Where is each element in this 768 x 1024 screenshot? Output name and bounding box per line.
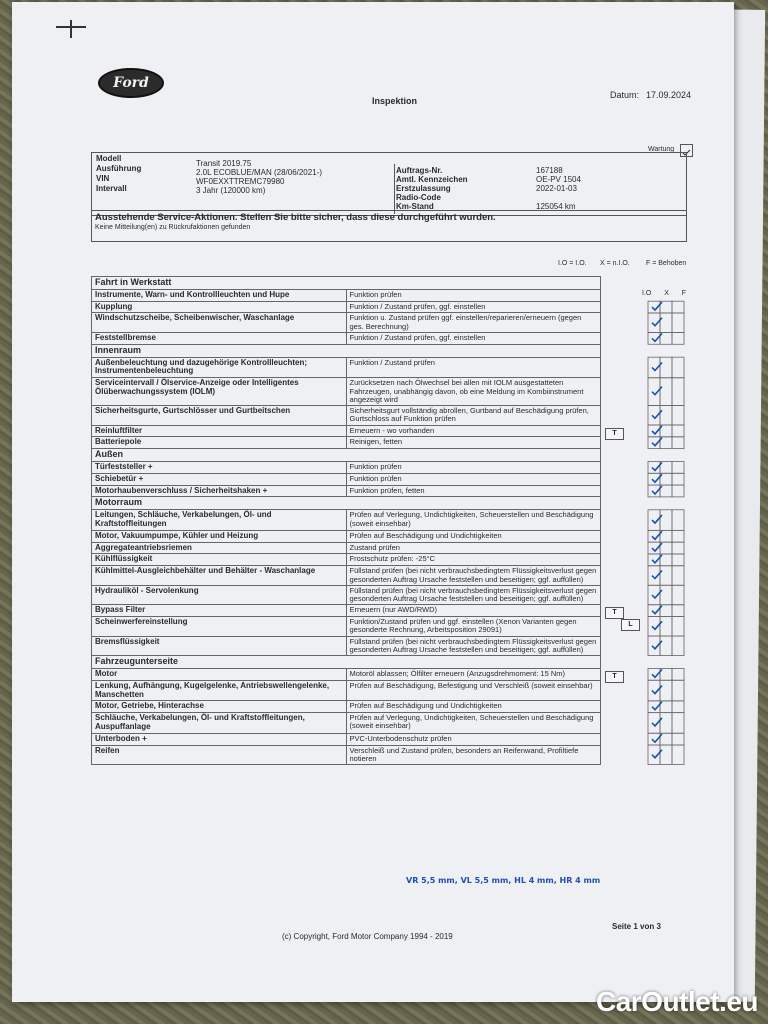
item-action-text: Funktion / Zustand prüfen, ggf. einstellen — [349, 301, 486, 311]
check-cell — [660, 745, 672, 765]
table-row — [92, 554, 601, 566]
item-action — [346, 425, 617, 437]
item-label: Serviceintervall / Ölservice-Anzeige oder Intelligentes Ölüberwachungssystem (IOLM) — [92, 378, 347, 406]
check-cell — [660, 617, 672, 637]
inspection-rows — [92, 277, 633, 765]
check-cell — [672, 701, 684, 713]
check-cell — [672, 425, 684, 437]
check-cell — [660, 357, 672, 378]
check-grid — [638, 298, 698, 890]
handwritten-check-icon — [652, 590, 662, 598]
check-cell — [672, 668, 684, 680]
task-badge: T — [605, 428, 624, 440]
section-row — [92, 656, 601, 669]
label-intervall: Intervall — [96, 184, 127, 193]
item-label: Reinluftfilter — [92, 425, 347, 437]
value-modell: Transit 2019.75 — [196, 159, 252, 168]
service-notice-text: Keine Mitteilung(en) zu Rückrufaktionen gefunden — [95, 224, 251, 231]
item-action — [346, 636, 601, 656]
table-row — [92, 617, 601, 637]
table-row — [92, 680, 601, 701]
label-vin: VIN — [96, 174, 110, 183]
item-action — [346, 605, 617, 617]
item-label: Sicherheitsgurte, Gurtschlösser und Gurtbeitschen — [92, 406, 347, 426]
vehicle-labels-left — [96, 154, 141, 194]
item-action — [346, 437, 601, 449]
table-row — [92, 566, 601, 586]
item-action-text: Zustand prüfen — [349, 542, 400, 552]
check-cell — [672, 530, 684, 542]
item-action — [346, 510, 601, 531]
item-action — [346, 485, 601, 497]
item-action — [346, 301, 601, 313]
table-row — [92, 313, 601, 333]
date-value: 17.09.2024 — [646, 90, 692, 100]
table-row — [92, 357, 601, 378]
vehicle-values-left — [196, 159, 322, 195]
check-cell — [672, 745, 684, 765]
item-action-text: Funktion prüfen — [349, 462, 402, 471]
table-row — [92, 510, 601, 531]
check-cell — [672, 605, 684, 617]
handwritten-check-icon — [652, 486, 662, 494]
check-cell — [672, 332, 684, 344]
section-title: Innenraum — [92, 344, 601, 357]
table-row — [92, 473, 601, 485]
service-notice-title: Ausstehende Service-Aktionen. Stellen Sie bitte sicher, dass diese durchgeführt wurden. — [95, 212, 496, 223]
check-columns-header — [642, 290, 686, 297]
value-intervall: 3 Jahr (120000 km) — [196, 186, 266, 195]
copyright: (c) Copyright, Ford Motor Company 1994 - 2019 — [282, 932, 453, 941]
handwritten-check-icon — [652, 515, 662, 523]
table-row — [92, 289, 601, 301]
handwritten-check-icon — [652, 543, 662, 551]
table-row — [92, 485, 601, 497]
legend-x: X = n.I.O. — [600, 260, 630, 267]
table-row — [92, 701, 601, 713]
item-action — [346, 378, 601, 406]
table-row — [92, 585, 601, 605]
check-cell — [660, 680, 672, 701]
check-cell — [672, 554, 684, 566]
item-label: Motor — [92, 668, 347, 680]
label-ausfuehrung: Ausführung — [96, 164, 142, 173]
handwritten-check-icon — [652, 438, 662, 446]
handwritten-check-icon — [652, 702, 662, 710]
item-label: Aggregateantriebsriemen — [92, 542, 347, 554]
wartung-label: Wartung — [648, 146, 675, 153]
item-action-text: Füllstand prüfen (bei nicht verbrauchsbedingtem Flüssigkeitsverlust gegen gesonderten Auftrag Ursache feststellen und beseitigen; ggf. auffüllen) — [349, 566, 597, 584]
item-action-text: Funktion / Zustand prüfen — [349, 357, 435, 367]
label-kennzeichen: Amtl. Kennzeichen — [396, 175, 468, 184]
item-action-text: Prüfen auf Beschädigung und Undichtigkeiten — [349, 701, 502, 711]
item-action-text: Motoröl ablassen; Ölfilter erneuern (Anzugsdrehmoment: 15 Nm) — [349, 668, 566, 678]
handwritten-check-icon — [652, 606, 662, 614]
handwritten-check-icon — [652, 333, 662, 341]
item-action — [346, 680, 601, 701]
handwritten-check-icon — [652, 462, 662, 470]
item-action-text: Funktion u. Zustand prüfen ggf. einstellen/reparieren/erneuern (gegen ges. Berechnung) — [349, 313, 582, 331]
item-action-text: Funktion prüfen — [349, 473, 402, 483]
item-label: Leitungen, Schläuche, Verkabelungen, Öl- und Kraftstoffleitungen — [92, 510, 347, 531]
check-cell — [672, 485, 684, 497]
item-action-text: Reinigen, fetten — [349, 437, 403, 447]
handwritten-check-icon — [652, 426, 662, 434]
item-label: Kühlmittel-Ausgleichbehälter und Behälter - Waschanlage — [92, 566, 347, 586]
task-badge: L — [621, 619, 640, 631]
item-action — [346, 617, 633, 637]
label-radio-code: Radio-Code — [396, 193, 441, 202]
handwritten-check-icon — [652, 641, 662, 649]
pin-mark-stem — [70, 20, 72, 38]
date-label: Datum: — [610, 90, 640, 100]
item-action — [346, 406, 601, 426]
section-row — [92, 449, 601, 462]
item-label: Schläuche, Verkabelungen, Öl- und Kraftstoffleitungen, Auspuffanlage — [92, 713, 347, 734]
table-row — [92, 406, 601, 426]
item-action-text: Prüfen auf Beschädigung und Undichtigkeiten — [349, 530, 502, 540]
item-action — [346, 701, 601, 713]
handwritten-check-icon — [652, 531, 662, 539]
legend-f: F = Behoben — [646, 260, 687, 267]
item-label: Instrumente, Warn- und Kontrollleuchten und Hupe — [92, 289, 347, 301]
handwritten-check-icon — [652, 621, 662, 629]
check-cell — [672, 437, 684, 449]
col-io: I.O — [642, 290, 652, 297]
item-label: Feststellbremse — [92, 332, 347, 344]
item-label: Lenkung, Aufhängung, Kugelgelenke, Antriebswellengelenke, Manschetten — [92, 680, 347, 701]
item-action-text: Funktion prüfen — [349, 289, 402, 299]
item-action-text: PVC-Unterbodenschutz prüfen — [349, 733, 452, 743]
item-action-text: Prüfen auf Verlegung, Undichtigkeiten, Scheuerstellen und Beschädigung (soweit einsehbar) — [349, 713, 594, 731]
item-action-text: Frostschutz prüfen: -25°C — [349, 554, 436, 564]
item-action — [346, 733, 601, 745]
watermark-logo: CarOutlet.eu — [595, 986, 758, 1017]
item-action — [346, 566, 601, 586]
check-cell — [672, 406, 684, 426]
item-label: Bypass Filter — [92, 605, 347, 617]
section-title: Fahrzeugunterseite — [92, 656, 601, 669]
check-cell — [660, 510, 672, 531]
table-row — [92, 437, 601, 449]
tyre-depths — [406, 876, 600, 885]
item-action — [346, 668, 617, 680]
check-cell — [672, 542, 684, 554]
item-label: Windschutzscheibe, Scheibenwischer, Waschanlage — [92, 313, 347, 333]
item-label: Motor, Vakuumpumpe, Kühler und Heizung — [92, 530, 347, 542]
check-cell — [672, 617, 684, 637]
item-action-text: Füllstand prüfen (bei nicht verbrauchsbedingtem Flüssigkeitsverlust gegen gesonderten Auftrag Ursache feststellen und beseitigen; ggf. auffüllen) — [349, 585, 597, 604]
section-row — [92, 277, 601, 290]
vehicle-divider — [394, 164, 395, 214]
check-cell — [672, 713, 684, 734]
item-action — [346, 713, 601, 734]
check-cell — [672, 357, 684, 378]
check-cell — [660, 313, 672, 333]
item-action-text: Funktion prüfen, fetten — [349, 485, 425, 495]
item-label: Außenbeleuchtung und dazugehörige Kontrollleuchten; Instrumentenbeleuchtung — [92, 357, 347, 378]
handwritten-check-icon — [652, 410, 662, 418]
label-auftrag: Auftrags-Nr. — [396, 166, 443, 175]
item-action — [346, 585, 601, 605]
service-notice-box — [91, 210, 687, 242]
vehicle-labels-right — [396, 166, 468, 211]
ford-logo: Ford — [98, 68, 164, 98]
value-vin: WF0EXXTTREMC79980 — [196, 177, 285, 186]
inspection-table — [91, 276, 633, 765]
item-action-text: Erneuern - wo vorhanden — [349, 425, 435, 435]
check-cell — [660, 566, 672, 586]
value-kennzeichen: OE-PV 1504 — [536, 175, 581, 184]
table-row — [92, 425, 601, 437]
item-label: Motor, Getriebe, Hinterachse — [92, 701, 347, 713]
handwritten-check-icon — [652, 474, 662, 482]
check-cell — [672, 473, 684, 485]
check-cell — [672, 585, 684, 605]
item-action-text: Sicherheitsgurt vollständig abrollen, Gurtband auf Beschädigung prüfen, Gurtschloss auf Funktion prüfen — [349, 406, 589, 424]
section-row — [92, 497, 601, 510]
section-title: Außen — [92, 449, 601, 462]
item-action — [346, 462, 601, 474]
table-row — [92, 301, 601, 313]
handwritten-check-icon — [652, 734, 662, 742]
page-number: Seite 1 von 3 — [612, 922, 661, 931]
item-action — [346, 473, 601, 485]
col-x: X — [664, 290, 669, 297]
item-action — [346, 554, 601, 566]
check-cell — [672, 566, 684, 586]
check-cell — [672, 680, 684, 701]
value-km-stand: 125054 km — [536, 202, 576, 211]
check-cell — [660, 713, 672, 734]
item-label: Türfeststeller + — [92, 462, 347, 474]
check-cell — [660, 636, 672, 656]
check-cell — [672, 301, 684, 313]
check-cell — [672, 462, 684, 474]
table-row — [92, 605, 601, 617]
handwritten-check-icon — [652, 750, 662, 758]
item-label: Kühlflüssigkeit — [92, 554, 347, 566]
section-title: Motorraum — [92, 497, 601, 510]
legend-ok: I.O = I.O. — [558, 260, 587, 267]
item-label: Bremsflüssigkeit — [92, 636, 347, 656]
label-modell: Modell — [96, 154, 122, 163]
item-action-text: Prüfen auf Beschädigung, Befestigung und Verschleiß (soweit einsehbar) — [349, 680, 593, 690]
handwritten-check-icon — [652, 555, 662, 563]
check-cell — [672, 510, 684, 531]
item-label: Schiebetür + — [92, 473, 347, 485]
table-row — [92, 530, 601, 542]
task-badge: T — [605, 671, 624, 683]
item-label: Hydrauliköl - Servolenkung — [92, 585, 347, 605]
table-row — [92, 733, 601, 745]
task-badge: T — [605, 607, 624, 619]
vehicle-values-right — [536, 166, 581, 211]
check-cell — [660, 585, 672, 605]
item-action — [346, 313, 601, 333]
table-row — [92, 636, 601, 656]
item-action — [346, 289, 601, 301]
item-action — [346, 530, 601, 542]
value-radio-code — [536, 193, 581, 202]
item-label: Batteriepole — [92, 437, 347, 449]
label-erstzulassung: Erstzulassung — [396, 184, 451, 193]
table-row — [92, 668, 601, 680]
value-auftrag: 167188 — [536, 166, 563, 175]
label-km-stand: Km-Stand — [396, 202, 434, 211]
handwritten-check-icon — [652, 686, 662, 694]
table-row — [92, 378, 601, 406]
check-cell — [672, 378, 684, 406]
item-action — [346, 542, 601, 554]
handwritten-check-icon — [652, 669, 662, 677]
item-label: Kupplung — [92, 301, 347, 313]
item-action-text: Prüfen auf Verlegung, Undichtigkeiten, Scheuerstellen und Beschädigung (soweit einsehbar) — [349, 510, 594, 528]
value-ausfuehrung: 2.0L ECOBLUE/MAN (28/06/2021-) — [196, 168, 322, 177]
table-row — [92, 542, 601, 554]
handwritten-check-icon — [652, 718, 662, 726]
handwritten-check-icon — [652, 387, 662, 395]
check-cell — [660, 406, 672, 426]
value-erstzulassung: 2022-01-03 — [536, 184, 577, 193]
item-label: Motorhaubenverschluss / Sicherheitshaken + — [92, 485, 347, 497]
item-action-text: Funktion / Zustand prüfen, ggf. einstellen — [349, 332, 486, 342]
tyre-depths-text: VR 5,5 mm, VL 5,5 mm, HL 4 mm, HR 4 mm — [406, 876, 601, 885]
check-cell — [660, 378, 672, 406]
check-cell — [672, 733, 684, 745]
table-row — [92, 332, 601, 344]
section-title: Fahrt in Werkstatt — [92, 277, 601, 290]
item-action-text: Zurücksetzen nach Ölwechsel bei allen mit IOLM ausgestatteten Fahrzeugen, unabhängig davon, ob eine Meldung im Kombiinstrument angezeigt wird — [349, 378, 584, 404]
item-label: Scheinwerfereinstellung — [92, 617, 347, 637]
item-action-text: Füllstand prüfen (bei nicht verbrauchsbedingtem Flüssigkeitsverlust gegen gesonderten Auftrag Ursache feststellen und beseitigen; ggf. auffüllen) — [349, 636, 597, 654]
item-label: Unterboden + — [92, 733, 347, 745]
handwritten-check-icon — [652, 302, 662, 310]
item-action-text: Erneuern (nur AWD/RWD) — [349, 605, 438, 615]
item-action-text: Funktion/Zustand prüfen und ggf. einstellen (Xenon Varianten gegen gesonderte Rechnung, Arbeitsposition 29091) — [349, 617, 577, 635]
item-action — [346, 745, 601, 765]
col-f: F — [681, 290, 686, 297]
handwritten-check-icon — [652, 318, 662, 326]
section-row — [92, 344, 601, 357]
table-row — [92, 745, 601, 765]
vehicle-info-box — [91, 152, 687, 216]
check-cell — [672, 636, 684, 656]
item-action — [346, 332, 601, 344]
item-label: Reifen — [92, 745, 347, 765]
table-row — [92, 713, 601, 734]
handwritten-check-icon — [652, 362, 662, 370]
check-cell — [672, 313, 684, 333]
item-action-text: Verschleiß und Zustand prüfen, besonders an Reifenwand, Profiltiefe notieren — [349, 745, 579, 763]
inspection-sheet — [12, 2, 734, 1002]
item-action — [346, 357, 601, 378]
handwritten-check-icon — [652, 571, 662, 579]
table-row — [92, 462, 601, 474]
page-title: Inspektion — [372, 96, 418, 106]
